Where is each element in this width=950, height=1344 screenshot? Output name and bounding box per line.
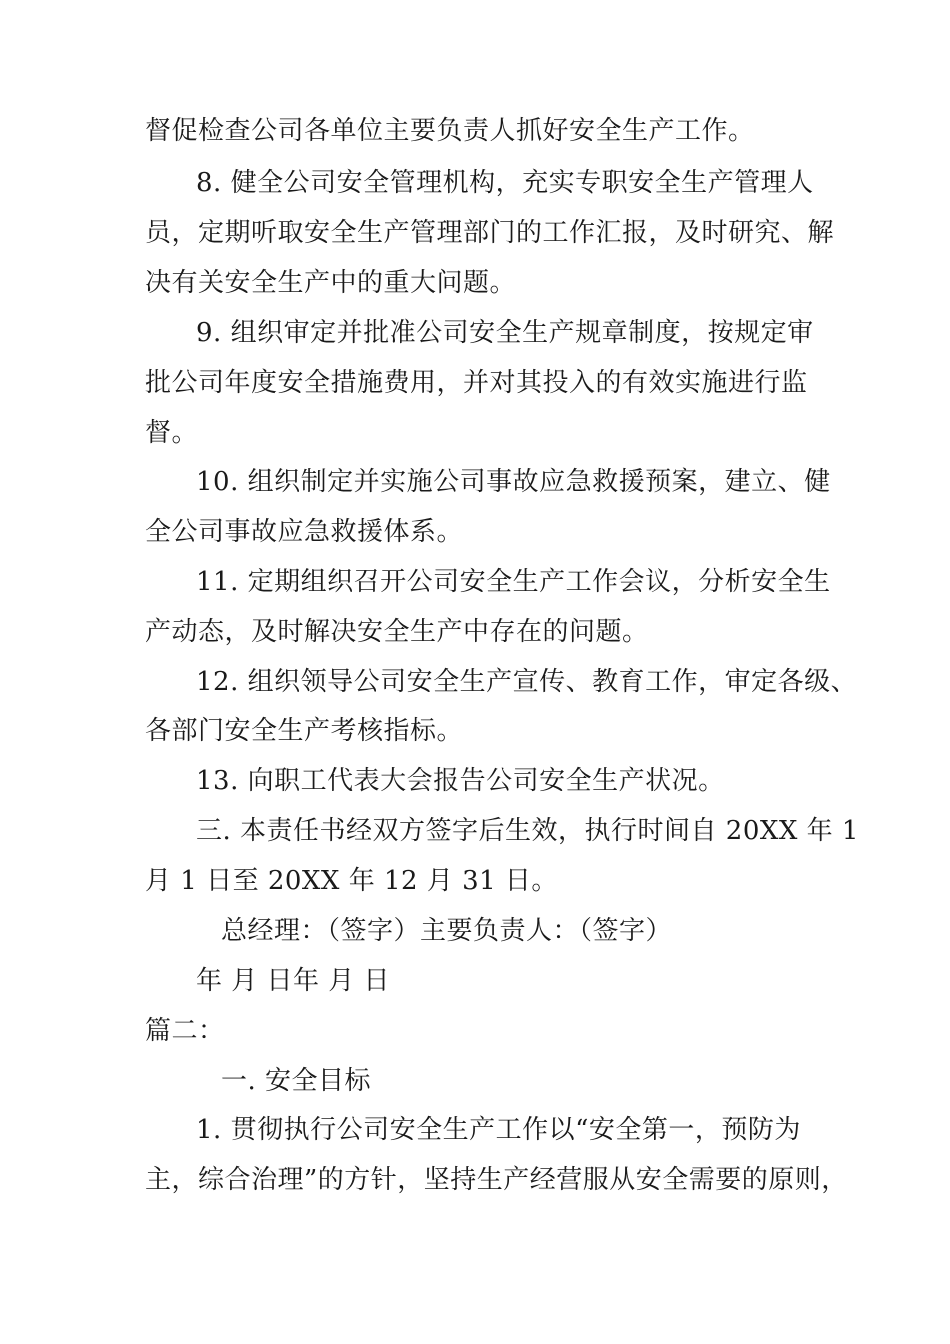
text-line: 全公司事故应急救援体系。 [145, 517, 464, 547]
text-line: 8. 健全公司安全管理机构，充实专职安全生产管理人 [196, 168, 814, 198]
text-line: 9. 组织审定并批准公司安全生产规章制度，按规定审 [196, 318, 814, 348]
text-line: 督。 [145, 418, 199, 448]
text-line: 督促检查公司各单位主要负责人抓好安全生产工作。 [145, 116, 755, 146]
signature-line: 总经理：（签字）主要负责人：（签字） [221, 916, 673, 946]
text-line: 各部门安全生产考核指标。 [145, 716, 464, 746]
text-line: 三. 本责任书经双方签字后生效，执行时间自 20XX 年 1 [196, 816, 859, 846]
text-line: 13. 向职工代表大会报告公司安全生产状况。 [196, 766, 725, 796]
text-line: 月 1 日至 20XX 年 12 月 31 日。 [145, 866, 558, 896]
date-line: 年 月 日年 月 日 [196, 966, 391, 996]
section-heading: 篇二： [145, 1016, 225, 1046]
text-line: 批公司年度安全措施费用，并对其投入的有效实施进行监 [145, 368, 808, 398]
text-line: 员，定期听取安全生产管理部门的工作汇报，及时研究、解 [145, 218, 835, 248]
subsection-heading: 一. 安全目标 [221, 1066, 372, 1096]
text-line: 11. 定期组织召开公司安全生产工作会议，分析安全生 [196, 567, 831, 597]
text-line: 产动态，及时解决安全生产中存在的问题。 [145, 617, 649, 647]
text-line: 决有关安全生产中的重大问题。 [145, 268, 517, 298]
text-line: 主，综合治理”的方针，坚持生产经营服从安全需要的原则， [145, 1165, 848, 1195]
text-line: 10. 组织制定并实施公司事故应急救援预案，建立、健 [196, 467, 831, 497]
text-line: 12. 组织领导公司安全生产宣传、教育工作，审定各级、 [196, 667, 858, 697]
text-line: 1. 贯彻执行公司安全生产工作以“安全第一，预防为 [196, 1115, 801, 1145]
